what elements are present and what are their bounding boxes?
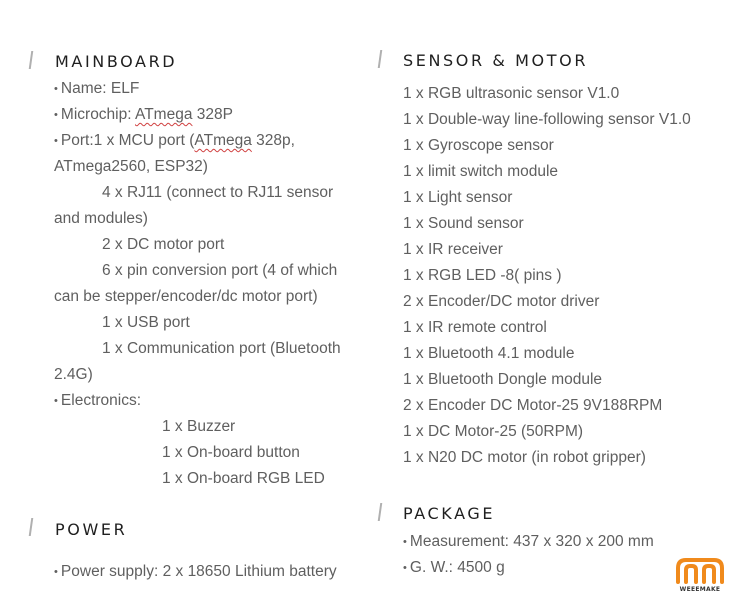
section-marker	[378, 50, 383, 68]
mainboard-dc-port: 2 x DC motor port	[102, 236, 225, 253]
sensor-motor-item: 1 x Light sensor	[403, 189, 513, 206]
mainboard-name: • Name: ELF	[54, 76, 139, 102]
sensor-motor-item: 2 x Encoder DC Motor-25 9V188RPM	[403, 397, 663, 414]
mainboard-button: 1 x On-board button	[162, 444, 300, 461]
mainboard-microchip: • Microchip: ATmega 328P	[54, 102, 233, 128]
mainboard-comm-port: 1 x Communication port (Bluetooth	[102, 340, 341, 357]
sensor-motor-item: 1 x N20 DC motor (in robot gripper)	[403, 449, 646, 466]
mainboard-rgb-led: 1 x On-board RGB LED	[162, 470, 325, 487]
package-heading: PACKAGE	[403, 504, 496, 523]
section-marker	[29, 518, 34, 536]
logo-text: WEEEMAKE	[679, 586, 721, 593]
power-supply: • Power supply: 2 x 18650 Lithium battery	[54, 559, 337, 585]
sensor-motor-item: 1 x IR receiver	[403, 241, 503, 258]
mainboard-port-cont: ATmega2560, ESP32)	[54, 158, 208, 175]
package-measurement: • Measurement: 437 x 320 x 200 mm	[403, 529, 654, 555]
sensor-motor-heading: SENSOR & MOTOR	[403, 51, 589, 70]
sensor-motor-item: 1 x DC Motor-25 (50RPM)	[403, 423, 584, 440]
mainboard-pin-port-cont: can be stepper/encoder/dc motor port)	[54, 288, 318, 305]
sensor-motor-item: 1 x IR remote control	[403, 319, 547, 336]
mainboard-usb-port: 1 x USB port	[102, 314, 190, 331]
section-marker	[29, 51, 34, 69]
mainboard-pin-port: 6 x pin conversion port (4 of which	[102, 262, 338, 279]
mainboard-rj11-cont: and modules)	[54, 210, 148, 227]
sensor-motor-item: 1 x Bluetooth 4.1 module	[403, 345, 575, 362]
sensor-motor-item: 1 x limit switch module	[403, 163, 559, 180]
power-heading: POWER	[55, 520, 128, 539]
sensor-motor-item: 1 x Sound sensor	[403, 215, 524, 232]
mainboard-rj11: 4 x RJ11 (connect to RJ11 sensor	[102, 184, 334, 201]
mainboard-heading: MAINBOARD	[55, 52, 178, 71]
mainboard-electronics: • Electronics:	[54, 388, 141, 414]
mainboard-port: • Port:1 x MCU port (ATmega 328p,	[54, 128, 295, 154]
mainboard-buzzer: 1 x Buzzer	[162, 418, 236, 435]
package-weight: • G. W.: 4500 g	[403, 555, 505, 581]
sensor-motor-item: 1 x Gyroscope sensor	[403, 137, 554, 154]
sensor-motor-item: 2 x Encoder/DC motor driver	[403, 293, 600, 310]
sensor-motor-item: 1 x RGB LED -8( pins )	[403, 267, 562, 284]
sensor-motor-item: 1 x RGB ultrasonic sensor V1.0	[403, 85, 620, 102]
section-marker	[378, 503, 383, 521]
sensor-motor-item: 1 x Double-way line-following sensor V1.0	[403, 111, 691, 128]
mainboard-comm-port-cont: 2.4G)	[54, 366, 93, 383]
sensor-motor-item: 1 x Bluetooth Dongle module	[403, 371, 603, 388]
